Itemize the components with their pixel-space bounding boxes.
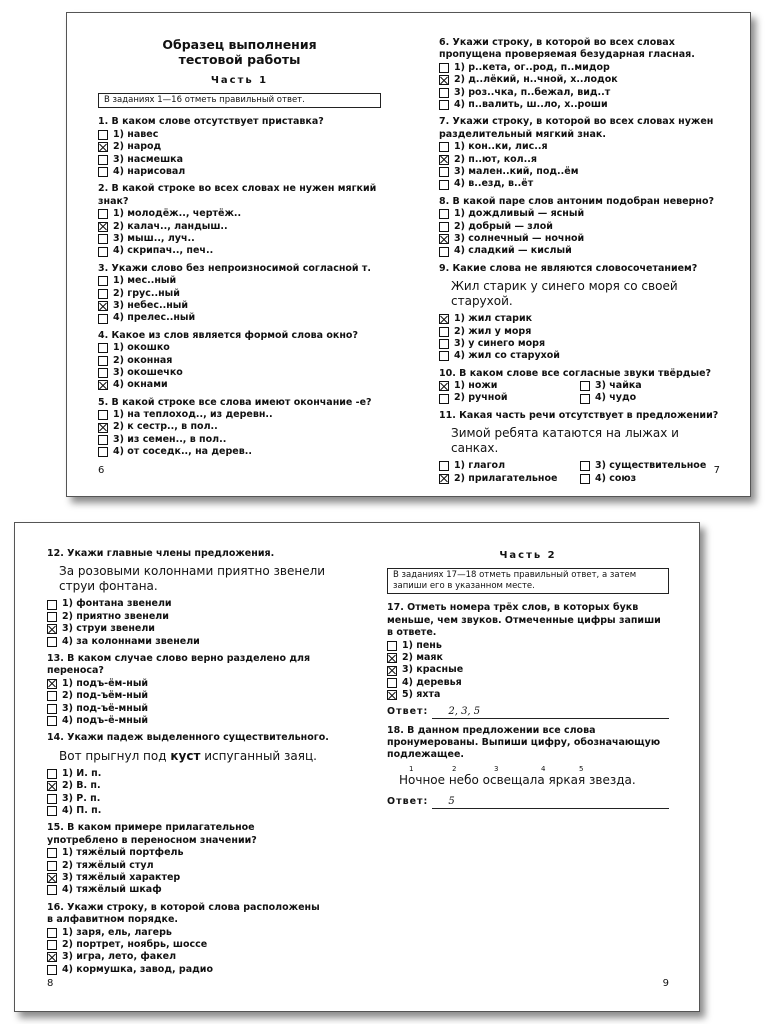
option[interactable]: 2) приятно звенели bbox=[47, 611, 329, 623]
checkbox[interactable] bbox=[98, 130, 108, 140]
checked-checkbox[interactable] bbox=[439, 474, 449, 484]
option[interactable]: 1) жил старик bbox=[439, 313, 721, 325]
option[interactable]: 4) нарисовал bbox=[98, 166, 381, 178]
checkbox[interactable] bbox=[98, 155, 108, 165]
checked-checkbox[interactable] bbox=[47, 952, 57, 962]
checkbox[interactable] bbox=[98, 410, 108, 420]
checkbox[interactable] bbox=[47, 612, 57, 622]
checkbox[interactable] bbox=[47, 794, 57, 804]
question-13: 13. В каком случае слово верно разделено для переноса? 1) подъ-ём-ный 2) под-ъём-ный 3) под-ъё-мный 4) подъ-ё-мный bbox=[47, 653, 329, 727]
option[interactable]: 3) небес..ный bbox=[98, 300, 381, 312]
answer-line: Ответ: 2, 3, 5 bbox=[387, 706, 669, 719]
checkbox[interactable] bbox=[439, 63, 449, 73]
option[interactable]: 3) Р. п. bbox=[47, 793, 329, 805]
option[interactable]: 4) союз bbox=[580, 473, 721, 485]
option[interactable]: 4) П. п. bbox=[47, 805, 329, 817]
checkbox[interactable] bbox=[439, 142, 449, 152]
option[interactable]: 4) тяжёлый шкаф bbox=[47, 884, 329, 896]
page-number: 7 bbox=[713, 465, 720, 476]
option[interactable]: 4) скрипач.., печ.. bbox=[98, 245, 381, 257]
question-11: 11. Какая часть речи отсутствует в предложении? Зимой ребята катаются на лыжах и санках. 1) глагол 3) существительное 2) прилагательное 4) союз bbox=[439, 410, 721, 485]
option[interactable]: 3) окошечко bbox=[98, 367, 381, 379]
checkbox[interactable] bbox=[47, 806, 57, 816]
checkbox[interactable] bbox=[47, 861, 57, 871]
option[interactable]: 2) портрет, ноябрь, шоссе bbox=[47, 939, 329, 951]
question-8: 8. В какой паре слов антоним подобран неверно? 1) дождливый — ясный 2) добрый — злой 3) солнечный — ночной 4) сладкий — кислый bbox=[439, 196, 721, 258]
option[interactable]: 2) под-ъём-ный bbox=[47, 690, 329, 702]
option[interactable]: 3) у синего моря bbox=[439, 338, 721, 350]
checkbox[interactable] bbox=[47, 940, 57, 950]
checked-checkbox[interactable] bbox=[439, 314, 449, 324]
option[interactable]: 1) ножи bbox=[439, 380, 580, 392]
option[interactable]: 2) маяк bbox=[387, 652, 669, 664]
option[interactable]: 3) под-ъё-мный bbox=[47, 703, 329, 715]
option[interactable]: 1) навес bbox=[98, 129, 381, 141]
option[interactable]: 3) струи звенели bbox=[47, 623, 329, 635]
part-heading: Часть 1 bbox=[210, 75, 269, 86]
checked-checkbox[interactable] bbox=[98, 380, 108, 390]
checkbox[interactable] bbox=[439, 339, 449, 349]
option[interactable]: 1) пень bbox=[387, 640, 669, 652]
checkbox[interactable] bbox=[439, 222, 449, 232]
checked-checkbox[interactable] bbox=[439, 381, 449, 391]
option[interactable]: 4) сладкий — кислый bbox=[439, 245, 721, 257]
option[interactable]: 2) В. п. bbox=[47, 780, 329, 792]
checkbox[interactable] bbox=[439, 209, 449, 219]
page-8 bbox=[47, 548, 329, 981]
checkbox[interactable] bbox=[580, 461, 590, 471]
question-14: 14. Укажи падеж выделенного существительного. Вот прыгнул под куст испуганный заяц. 1) И. п. 2) В. п. 3) Р. п. 4) П. п. bbox=[47, 732, 329, 816]
question-18: 18. В данном предложении все слова пронумерованы. Выпиши цифру, обозначающую подлежащее. 1 2 3 4 5 Ночное небо освещала яркая звезда. Ответ: 5 bbox=[387, 725, 669, 809]
page-number: 9 bbox=[662, 978, 669, 989]
option[interactable]: 4) прелес..ный bbox=[98, 312, 381, 324]
checkbox[interactable] bbox=[439, 88, 449, 98]
checkbox[interactable] bbox=[439, 180, 449, 190]
checked-checkbox[interactable] bbox=[47, 624, 57, 634]
page-number: 6 bbox=[98, 465, 105, 476]
checkbox[interactable] bbox=[98, 314, 108, 324]
checkbox[interactable] bbox=[439, 327, 449, 337]
option[interactable]: 2) д..лёкий, н..чной, х..лодок bbox=[439, 74, 721, 86]
checkbox[interactable] bbox=[98, 276, 108, 286]
option[interactable]: 1) фонтана звенели bbox=[47, 598, 329, 610]
checked-checkbox[interactable] bbox=[47, 781, 57, 791]
option[interactable]: 4) чудо bbox=[580, 392, 721, 404]
answer-line: Ответ: 5 bbox=[387, 796, 669, 809]
checkbox[interactable] bbox=[98, 356, 108, 366]
checkbox[interactable] bbox=[580, 394, 590, 404]
question-9: 9. Какие слова не являются словосочетанием? Жил старик у синего моря со своей старухой. 1) жил старик 2) жил у моря 3) у синего моря 4) жил со старухой bbox=[439, 263, 721, 363]
spread-pages-6-7 bbox=[66, 12, 751, 497]
checked-checkbox[interactable] bbox=[439, 234, 449, 244]
question-17: 17. Отметь номера трёх слов, в которых букв меньше, чем звуков. Отмеченные цифры запиши в ответе. 1) пень 2) маяк 3) красные 4) деревья 5) яхта Ответ: 2, 3, 5 bbox=[387, 602, 669, 718]
checkbox[interactable] bbox=[47, 885, 57, 895]
page-7 bbox=[439, 37, 721, 490]
question-4: 4. Какое из слов является формой слова окно? 1) окошко 2) оконная 3) окошечко 4) окнами bbox=[98, 330, 381, 392]
page-6 bbox=[98, 37, 381, 464]
page-title: Образец выполнения тестовой работы bbox=[162, 37, 317, 67]
checkbox[interactable] bbox=[439, 461, 449, 471]
sample-sentence: Вот прыгнул под куст испуганный заяц. bbox=[59, 748, 317, 763]
checkbox[interactable] bbox=[47, 769, 57, 779]
option[interactable]: 2) оконная bbox=[98, 355, 381, 367]
option[interactable]: 3) чайка bbox=[580, 380, 721, 392]
question-5: 5. В какой строке все слова имеют окончание -е? 1) на теплоход.., из деревн.. 2) к сестр.., в пол.. 3) из семен.., в пол.. 4) от соседк.., на дерев.. bbox=[98, 397, 381, 459]
option[interactable]: 1) окошко bbox=[98, 342, 381, 354]
option[interactable]: 1) на теплоход.., из деревн.. bbox=[98, 409, 381, 421]
checkbox[interactable] bbox=[98, 289, 108, 299]
option[interactable]: 2) ручной bbox=[439, 392, 580, 404]
checkbox[interactable] bbox=[439, 100, 449, 110]
option[interactable]: 2) тяжёлый стул bbox=[47, 860, 329, 872]
checkbox[interactable] bbox=[439, 394, 449, 404]
option[interactable]: 1) кон..ки, лис..я bbox=[439, 141, 721, 153]
option[interactable]: 1) мес..ный bbox=[98, 275, 381, 287]
checkbox[interactable] bbox=[580, 474, 590, 484]
option[interactable]: 2) народ bbox=[98, 141, 381, 153]
question-16: 16. Укажи строку, в которой слова расположены в алфавитном порядке. 1) заря, ель, лагерь 2) портрет, ноябрь, шоссе 3) игра, лето, факел 4) кормушка, завод, радио bbox=[47, 902, 329, 976]
question-10: 10. В каком слове все согласные звуки твёрдые? 1) ножи 3) чайка 2) ручной 4) чудо bbox=[439, 368, 721, 405]
option[interactable]: 1) молодёж.., чертёж.. bbox=[98, 208, 381, 220]
option[interactable]: 4) в..езд, в..ёт bbox=[439, 178, 721, 190]
checked-checkbox[interactable] bbox=[98, 423, 108, 433]
checked-checkbox[interactable] bbox=[98, 142, 108, 152]
sample-sentence: Зимой ребята катаются на лыжах и санках. bbox=[451, 426, 679, 456]
checkbox[interactable] bbox=[98, 247, 108, 257]
word-numbers: 1 2 3 4 5 bbox=[409, 764, 584, 773]
question-15: 15. В каком примере прилагательное употреблено в переносном значении? 1) тяжёлый портфель 2) тяжёлый стул 3) тяжёлый характер 4) тяжёлый шкаф bbox=[47, 822, 329, 896]
option[interactable]: 4) окнами bbox=[98, 379, 381, 391]
checkbox[interactable] bbox=[98, 209, 108, 219]
option[interactable]: 1) р..кета, ог..род, п..мидор bbox=[439, 62, 721, 74]
checkbox[interactable] bbox=[439, 247, 449, 257]
option[interactable]: 1) дождливый — ясный bbox=[439, 208, 721, 220]
sample-sentence: Жил старик у синего моря со своей старухой. bbox=[451, 279, 678, 309]
option[interactable]: 3) мыш.., луч.. bbox=[98, 233, 381, 245]
checkbox[interactable] bbox=[439, 167, 449, 177]
option[interactable]: 3) из семен.., в пол.. bbox=[98, 434, 381, 446]
question-1: 1. В каком слове отсутствует приставка? 1) навес 2) народ 3) насмешка 4) нарисовал bbox=[98, 116, 381, 178]
option[interactable]: 2) прилагательное bbox=[439, 473, 580, 485]
checked-checkbox[interactable] bbox=[439, 155, 449, 165]
option[interactable]: 5) яхта bbox=[387, 689, 669, 701]
instruction-box: В заданиях 17—18 отметь правильный ответ, а затем запиши его в указанном месте. bbox=[387, 568, 669, 594]
part-heading: Часть 2 bbox=[499, 550, 557, 561]
checkbox[interactable] bbox=[98, 435, 108, 445]
checkbox[interactable] bbox=[580, 381, 590, 391]
checkbox[interactable] bbox=[98, 343, 108, 353]
sample-sentence: Ночное небо освещала яркая звезда. bbox=[399, 772, 636, 787]
checkbox[interactable] bbox=[98, 234, 108, 244]
answer-input[interactable]: 5 bbox=[432, 796, 669, 809]
checkbox[interactable] bbox=[47, 637, 57, 647]
checked-checkbox[interactable] bbox=[387, 653, 397, 663]
checked-checkbox[interactable] bbox=[47, 679, 57, 689]
question-3: 3. Укажи слово без непроизносимой согласной т. 1) мес..ный 2) грус..ный 3) небес..ный 4) прелес..ный bbox=[98, 263, 381, 325]
sample-sentence: За розовыми колоннами приятно звенели струи фонтана. bbox=[59, 564, 326, 594]
option[interactable]: 3) красные bbox=[387, 664, 669, 676]
question-12: 12. Укажи главные члены предложения. За розовыми колоннами приятно звенели струи фонтана. 1) фонтана звенели 2) приятно звенели 3) струи звенели 4) за колоннами звенели bbox=[47, 548, 329, 648]
checkbox[interactable] bbox=[98, 368, 108, 378]
checked-checkbox[interactable] bbox=[387, 690, 397, 700]
checkbox[interactable] bbox=[387, 678, 397, 688]
option[interactable]: 1) тяжёлый портфель bbox=[47, 847, 329, 859]
option[interactable]: 2) грус..ный bbox=[98, 288, 381, 300]
spread-pages-8-9 bbox=[14, 522, 700, 1012]
answer-input[interactable]: 2, 3, 5 bbox=[432, 706, 669, 719]
checked-checkbox[interactable] bbox=[98, 301, 108, 311]
option[interactable]: 3) тяжёлый характер bbox=[47, 872, 329, 884]
checked-checkbox[interactable] bbox=[98, 222, 108, 232]
option[interactable]: 4) за колоннами звенели bbox=[47, 636, 329, 648]
option[interactable]: 4) деревья bbox=[387, 677, 669, 689]
option[interactable]: 4) жил со старухой bbox=[439, 350, 721, 362]
option[interactable]: 1) заря, ель, лагерь bbox=[47, 927, 329, 939]
checkbox[interactable] bbox=[47, 716, 57, 726]
option[interactable]: 3) роз..чка, п..бежал, вид..т bbox=[439, 87, 721, 99]
option[interactable]: 2) жил у моря bbox=[439, 326, 721, 338]
checkbox[interactable] bbox=[47, 928, 57, 938]
option[interactable]: 2) добрый — злой bbox=[439, 221, 721, 233]
checkbox[interactable] bbox=[47, 848, 57, 858]
checkbox[interactable] bbox=[47, 704, 57, 714]
option[interactable]: 2) к сестр.., в пол.. bbox=[98, 421, 381, 433]
option[interactable]: 1) И. п. bbox=[47, 768, 329, 780]
option[interactable]: 1) подъ-ём-ный bbox=[47, 678, 329, 690]
checkbox[interactable] bbox=[47, 691, 57, 701]
option[interactable]: 3) насмешка bbox=[98, 154, 381, 166]
checkbox[interactable] bbox=[47, 965, 57, 975]
checkbox[interactable] bbox=[98, 447, 108, 457]
question-7: 7. Укажи строку, в которой во всех словах нужен разделительный мягкий знак. 1) кон..ки, лис..я 2) п..ют, кол..я 3) мален..кий, под..ём 4) в..езд, в..ёт bbox=[439, 116, 721, 190]
checkbox[interactable] bbox=[439, 351, 449, 361]
page-9 bbox=[387, 548, 669, 815]
checked-checkbox[interactable] bbox=[439, 75, 449, 85]
page-number: 8 bbox=[47, 978, 54, 989]
option[interactable]: 3) существительное bbox=[580, 460, 721, 472]
option[interactable]: 4) п..валить, ш..ло, х..роши bbox=[439, 99, 721, 111]
option[interactable]: 3) игра, лето, факел bbox=[47, 951, 329, 963]
checkbox[interactable] bbox=[47, 600, 57, 610]
question-2: 2. В какой строке во всех словах не нужен мягкий знак? 1) молодёж.., чертёж.. 2) калач.., ландыш.. 3) мыш.., луч.. 4) скрипач.., печ.. bbox=[98, 183, 381, 257]
option[interactable]: 4) от соседк.., на дерев.. bbox=[98, 446, 381, 458]
option[interactable]: 1) глагол bbox=[439, 460, 580, 472]
option[interactable]: 2) п..ют, кол..я bbox=[439, 154, 721, 166]
checkbox[interactable] bbox=[98, 167, 108, 177]
option[interactable]: 4) подъ-ё-мный bbox=[47, 715, 329, 727]
option[interactable]: 2) калач.., ландыш.. bbox=[98, 221, 381, 233]
checkbox[interactable] bbox=[387, 641, 397, 651]
option[interactable]: 3) мален..кий, под..ём bbox=[439, 166, 721, 178]
instruction-box: В заданиях 1—16 отметь правильный ответ. bbox=[98, 93, 381, 108]
checked-checkbox[interactable] bbox=[47, 873, 57, 883]
question-6: 6. Укажи строку, в которой во всех словах пропущена проверяемая безударная гласная. 1) р..кета, ог..род, п..мидор 2) д..лёкий, н..чной, х..лодок 3) роз..чка, п..бежал, вид..т 4) п..валить, ш..ло, х..роши bbox=[439, 37, 721, 111]
option[interactable]: 3) солнечный — ночной bbox=[439, 233, 721, 245]
checked-checkbox[interactable] bbox=[387, 666, 397, 676]
option[interactable]: 4) кормушка, завод, радио bbox=[47, 964, 329, 976]
